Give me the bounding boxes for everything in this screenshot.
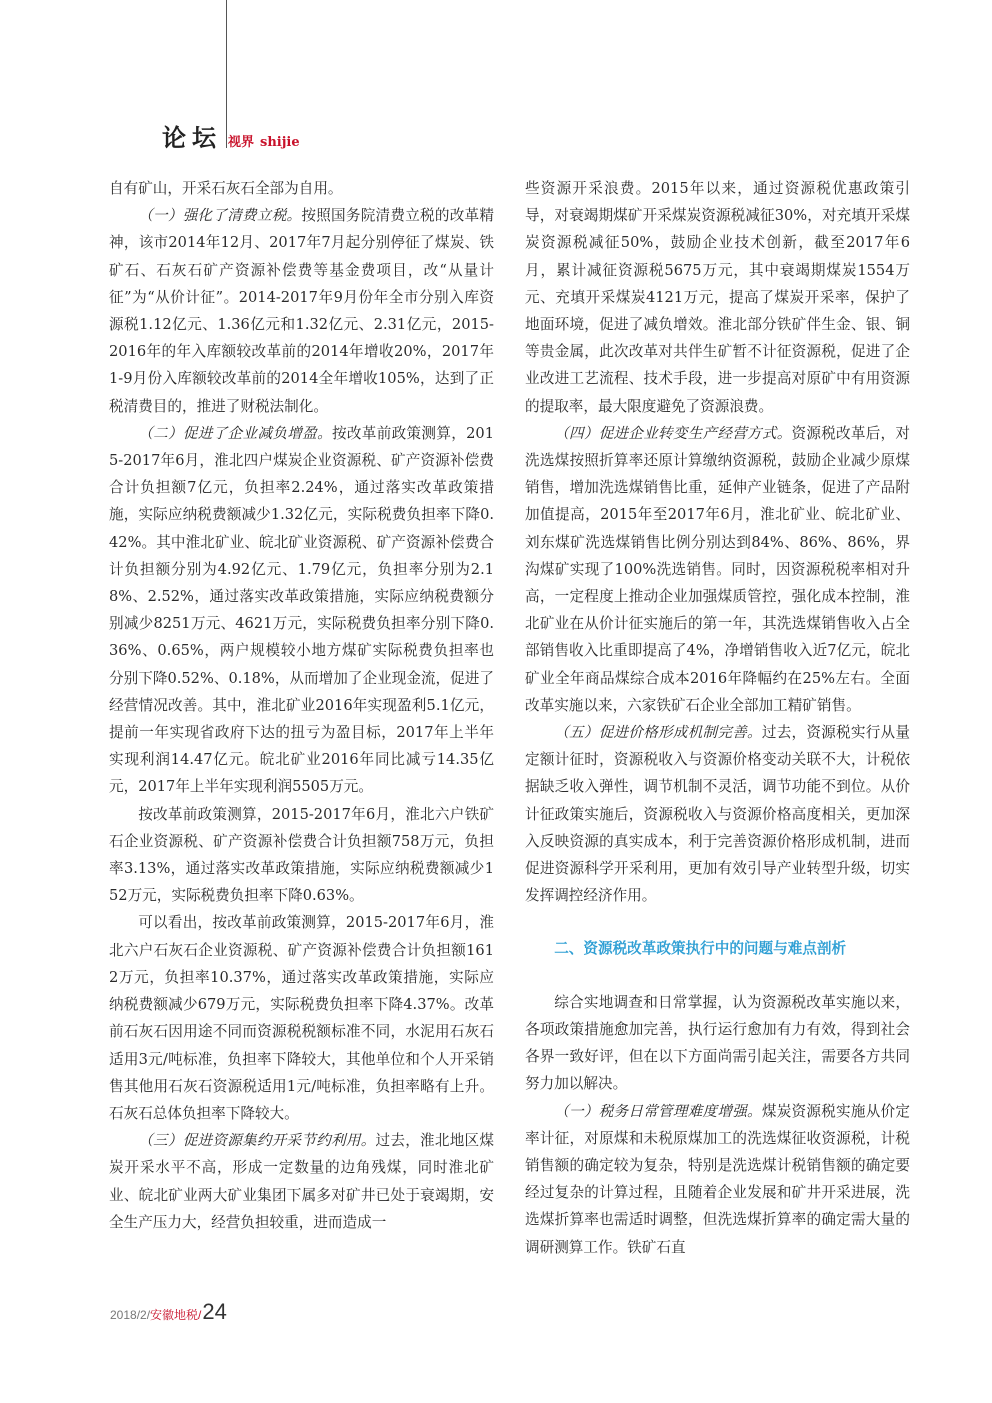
paragraph bbox=[109, 1127, 494, 1236]
right-column bbox=[525, 175, 910, 1261]
paragraph bbox=[109, 202, 494, 420]
paragraph-body: 过去，淮北地区煤炭开采水平不高，形成一定数量的边角残煤，同时淮北矿业、皖北矿业两大矿业集团下属多对矿井已处于衰竭期，安全生产压力大，经营负担较重，进而造成一 bbox=[109, 1132, 494, 1231]
paragraph: 自有矿山，开采石灰石全部为自用。 bbox=[109, 180, 343, 197]
paragraph: 按改革前政策测算，2015-2017年6月，淮北六户铁矿石企业资源税、矿产资源补偿费合计负担额758万元，负担率3.13%，通过落实改革政策措施，实际应纳税费额减少152万元，实际税费负担率下降0.63%。 bbox=[109, 805, 494, 905]
paragraph bbox=[525, 1098, 910, 1261]
paragraph bbox=[525, 719, 910, 909]
subsection-label-en: shijie bbox=[260, 135, 300, 150]
paragraph bbox=[525, 420, 910, 719]
paragraph-body: 资源税改革后，对洗选煤按照折算率还原计算缴纳资源税，鼓励企业减少原煤销售，增加洗选煤销售比重，延伸产业链条，促进了产品附加值提高，2015年至2017年6月，淮北矿业、皖北矿业、刘东煤矿洗选煤销售比例分别达到84%、86%、86%，界沟煤矿实现了100%洗选销售。同时，因资源税税率相对升高，一定程度上推动企业加强煤质管控，强化成本控制，淮北矿业在从价计征实施后的第一年，其洗选煤销售收入占全部销售收入比重即提高了4%，净增销售收入近7亿元，皖北矿业全年商品煤综合成本2016年降幅约在25%左右。全面改革实施以来，六家铁矿石企业全部加工精矿销售。 bbox=[525, 424, 910, 714]
section-heading: 二、资源税改革政策执行中的问题与难点剖析 bbox=[554, 940, 847, 958]
left-column bbox=[109, 175, 494, 1236]
magazine-name: 安徽地税/ bbox=[150, 1308, 202, 1322]
paragraph-lead: （二）促进了企业减负增盈。 bbox=[138, 424, 332, 442]
paragraph-body: 按照国务院清费立税的改革精神，该市2014年12月、2017年7月起分别停征了煤炭、铁矿石、石灰石矿产资源补偿费等基金费项目，改“从量计征”为“从价计征”。2014-2017年9月份年全市分别入库资源税1.12亿元、1.36亿元和1.32亿元、2.31亿元，2015-2016年的年入库额较改革前的2014年增收20%，2017年1-9月份入库额较改革前的2014全年增收105%，达到了正税清费目的，推进了财税法制化。 bbox=[109, 207, 494, 415]
paragraph-lead: （三）促进资源集约开采节约利用。 bbox=[138, 1132, 376, 1150]
paragraph-lead: （一）税务日常管理难度增强。 bbox=[554, 1102, 762, 1120]
paragraph: 可以看出，按改革前政策测算，2015-2017年6月，淮北六户石灰石企业资源税、矿产资源补偿费合计负担额1612万元，负担率10.37%，通过落实改革政策措施，实际应纳税费额减少679万元，实际税费负担率下降4.37%。改革前石灰石因用途不同而资源税税额标准不同，水泥用石灰石适用3元/吨标准，负担率下降较大，其他单位和个人开采销售其他用石灰石资源税适用1元/吨标准，负担率略有上升。石灰石总体负担率下降较大。 bbox=[109, 914, 494, 1122]
paragraph-lead: （五）促进价格形成机制完善。 bbox=[554, 724, 762, 742]
paragraph-lead: （一）强化了清费立税。 bbox=[138, 207, 302, 225]
page-header bbox=[162, 118, 300, 153]
paragraph-body: 过去，资源税实行从量定额计征时，资源税收入与资源价格变动关联不大，计税依据缺乏收入弹性，调节机制不灵活，调节功能不到位。从价计征政策实施后，资源税收入与资源价格高度相关，更加深入反映资源的真实成本，利于完善资源价格形成机制，进而促进资源科学开采利用，更加有效引导产业转型升级，切实发挥调控经济作用。 bbox=[525, 724, 910, 905]
page-number: 24 bbox=[202, 1299, 227, 1324]
subsection-label: 视界 bbox=[228, 135, 255, 150]
paragraph: 些资源开采浪费。2015年以来，通过资源税优惠政策引导，对衰竭期煤矿开采煤炭资源税减征30%，对充填开采煤炭资源税减征50%，鼓励企业技术创新，截至2017年6月，累计减征资源税5675万元，其中衰竭期煤炭1554万元、充填开采煤炭4121万元，提高了煤炭开采率，保护了地面环境，促进了减负增效。淮北部分铁矿伴生金、银、铜等贵金属，此次改革对共伴生矿暂不计征资源税，促进了企业改进工艺流程、技术手段，进一步提高对原矿中有用资源的提取率，最大限度避免了资源浪费。 bbox=[525, 180, 910, 415]
issue-date: 2018/2/ bbox=[110, 1308, 151, 1322]
section-title: 论坛 bbox=[162, 123, 222, 152]
page-footer bbox=[110, 1299, 227, 1325]
paragraph-body: 按改革前政策测算，2015-2017年6月，淮北四户煤炭企业资源税、矿产资源补偿费合计负担额7亿元，负担率2.24%，通过落实改革政策措施，实际应纳税费额减少1.32亿元，实际税费负担率下降0.42%。其中淮北矿业、皖北矿业资源税、矿产资源补偿费合计负担额分别为4.92亿元、1.79亿元，负担率分别为2.18%、2.52%，通过落实改革政策措施，实际应纳税费额分别减少8251万元、4621万元，实际税费负担率分别下降0.36%、0.65%，两户规模较小地方煤矿实际税费负担率也分别下降0.52%、0.18%，从而增加了企业现金流，促进了经营情况改善。其中，淮北矿业2016年实现盈利5.1亿元，提前一年实现省政府下达的扭亏为盈目标，2017年上半年实现利润14.47亿元。皖北矿业2016年同比减亏14.35亿元，2017年上半年实现利润5505万元。 bbox=[109, 424, 494, 796]
paragraph bbox=[109, 420, 494, 801]
paragraph-body: 煤炭资源税实施从价定率计征，对原煤和未税原煤加工的洗选煤征收资源税，计税销售额的确定较为复杂，特别是洗选煤计税销售额的确定要经过复杂的计算过程，且随着企业发展和矿井开采进展，洗选煤折算率也需适时调整，但洗选煤折算率的确定需大量的调研测算工作。铁矿石直 bbox=[525, 1102, 910, 1256]
paragraph: 综合实地调查和日常掌握，认为资源税改革实施以来，各项政策措施愈加完善，执行运行愈加有力有效，得到社会各界一致好评，但在以下方面尚需引起关注，需要各方共同努力加以解决。 bbox=[525, 993, 910, 1093]
paragraph-lead: （四）促进企业转变生产经营方式。 bbox=[554, 424, 792, 442]
